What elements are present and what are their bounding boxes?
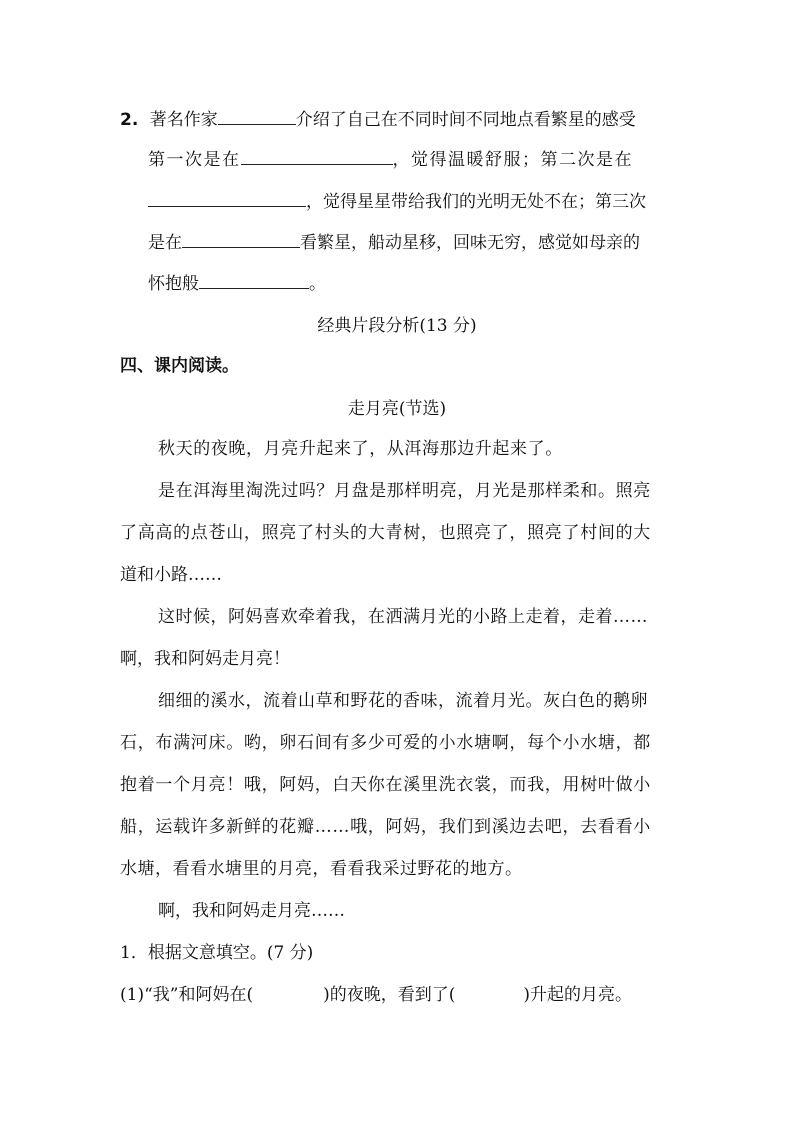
q2-line-3 [148, 188, 646, 214]
q2-blank-author[interactable] [218, 106, 296, 125]
q2-text-3b: ，觉得星星带给我们的光明无处不在；第三次 [306, 192, 646, 212]
passage-p4-line-3: 抱着一个月亮！哦，阿妈，白天你在溪里洗衣裳，而我，用树叶做小 [120, 775, 651, 795]
q1-sub1 [120, 983, 632, 1007]
q1-sub1-text-b: )的夜晚，看到了( [323, 985, 456, 1005]
q2-text-4b: 看繁星，船动星移，回味无穷，感觉如母亲的 [300, 233, 640, 253]
passage-p3-line-1: 这时候，阿妈喜欢牵着我，在洒满月光的小路上走着，走着…… [158, 607, 648, 627]
passage-title [0, 397, 794, 421]
q2-line-1 [120, 106, 636, 132]
passage-title-note: (节选) [398, 399, 447, 419]
q2-text-2a: 第一次是在 [148, 150, 241, 170]
q2-text-1a: 著名作家 [149, 110, 218, 130]
part4-heading: 四、课内阅读。 [120, 356, 239, 376]
q2-line-2 [148, 146, 633, 172]
q1-sub1-text-a: (1)“我”和阿妈在( [120, 985, 254, 1005]
q2-text-4a: 是在 [148, 233, 182, 253]
q1-sub1-text-c: )升起的月亮。 [523, 985, 633, 1005]
passage-p4-line-2: 石，布满河床。哟，卵石间有多少可爱的小水塘啊，每个小水塘，都 [120, 733, 651, 753]
q2-blank-first-place[interactable] [241, 146, 393, 165]
passage-p4-line-4: 船，运载许多新鲜的花瓣……哦，阿妈，我们到溪边去吧，去看看小 [120, 817, 651, 837]
passage-p2-line-1: 是在洱海里淘洗过吗？月盘是那样明亮，月光是那样柔和。照亮 [158, 481, 651, 501]
passage-p3-line-2: 啊，我和阿妈走月亮！ [120, 649, 290, 669]
q2-blank-second-place[interactable] [148, 188, 306, 207]
q2-line-4 [148, 229, 640, 255]
passage-p1: 秋天的夜晚，月亮升起来了，从洱海那边升起来了。 [158, 439, 563, 459]
section-title: 经典片段分析(13 分) [317, 316, 477, 336]
q2-text-2b: ，觉得温暖舒服；第二次是在 [392, 150, 633, 170]
passage-p2-line-2: 了高高的点苍山，照亮了村头的大青树，也照亮了，照亮了村间的大 [120, 523, 651, 543]
q1-heading: 1．根据文意填空。(7 分) [120, 943, 314, 963]
q2-text-5a: 怀抱般 [148, 274, 199, 294]
q2-text-1b: 介绍了自己在不同时间不同地点看繁星的感受 [295, 110, 636, 130]
passage-p5: 啊，我和阿妈走月亮…… [158, 901, 345, 921]
passage-p2-line-3: 道和小路…… [120, 565, 222, 585]
q2-blank-third-place[interactable] [182, 229, 300, 248]
passage-title-text: 走月亮 [347, 399, 399, 419]
q2-blank-feeling[interactable] [199, 270, 309, 289]
q2-line-5 [148, 270, 326, 296]
q2-number: 2. [120, 110, 139, 130]
passage-p4-line-5: 水塘，看看水塘里的月亮，看看我采过野花的地方。 [120, 859, 523, 879]
q2-text-5b: 。 [309, 274, 326, 294]
passage-p4-line-1: 细细的溪水，流着山草和野花的香味，流着月光。灰白色的鹅卵 [158, 691, 648, 711]
